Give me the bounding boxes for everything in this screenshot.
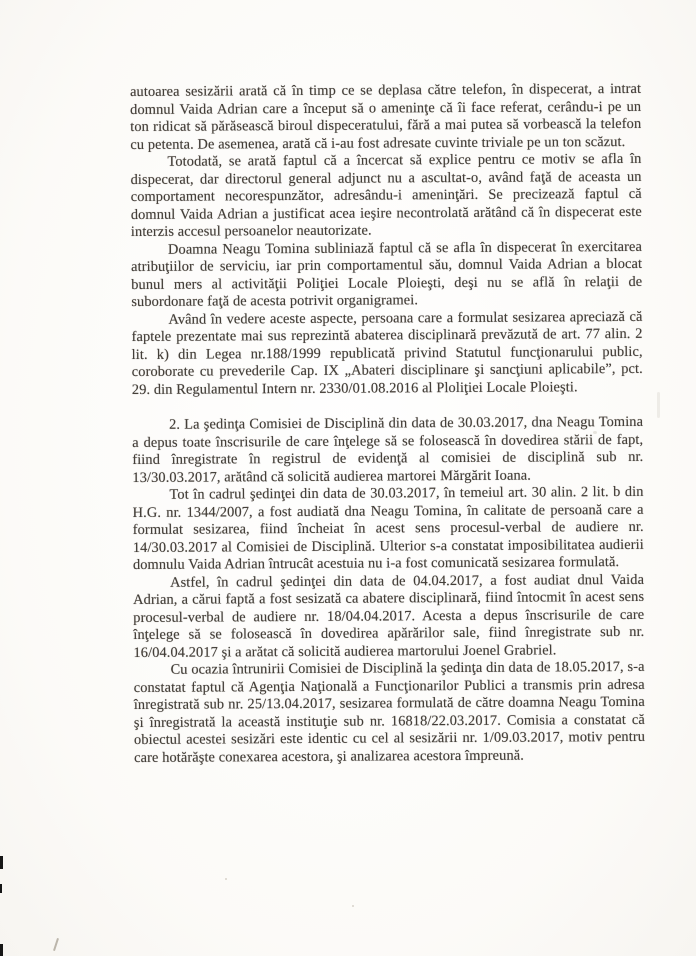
- paragraph-continuation: autoarea sesizării arată că în timp ce se deplasa către telefon, în dispecerat, a intrat domnul Vaida Adrian care a început să o ameninţe că îi face referat, cerându-i pe un ton ridicat să părăsească biroul dispeceratului, fără a mai putea să vorbească la telefon cu petenta. De asemenea, arată că i-au fost adresate cuvinte triviale pe un ton scăzut.: [130, 80, 642, 153]
- scan-scratch-artifact: [53, 938, 59, 951]
- scan-speck-artifact: [352, 905, 354, 907]
- scan-speck-artifact: [593, 431, 597, 434]
- scan-speck-artifact: [657, 392, 660, 418]
- scan-edge-artifact: [0, 884, 2, 893]
- scan-edge-artifact: [0, 856, 3, 869]
- paragraph: Cu ocazia întrunirii Comisiei de Disciplină la şedinţa din data de 18.05.2017, s-a constatat faptul că Agenţia Naţională a Funcţionarilor Publici a transmis prin adresa înregistrată sub nr. 25/13.04.2017, sesizarea formulată de către doamna Neagu Tomina şi înregistrată la această instituţie sub nr. 16818/22.03.2017. Comisia a constatat că obiectul acestei sesizări este identic cu cel al sesizării nr. 1/09.03.2017, motiv pentru care hotărăşte conexarea acestora, şi analizarea acestora împreună.: [133, 658, 646, 766]
- paragraph: Tot în cadrul şedinţei din data de 30.03.2017, în temeiul art. 30 alin. 2 lit. b din H.G. nr. 1344/2007, a fost audiată dna Neagu Tomina, în calitate de persoană care a formulat sesizarea, fiind încheiat în acest sens procesul-verbal de audiere nr. 14/30.03.2017 al Comisiei de Disciplină. Ulterior s-a constatat imposibilitatea audierii domnulu Vaida Adrian întrucât acestuia nu i-a fost comunicată sesizarea formulată.: [132, 483, 644, 573]
- paragraph: Având în vedere aceste aspecte, persoana care a formulat sesizarea apreciază că faptele prezentate mai sus reprezintă abaterea disciplinară prevăzută de art. 77 alin. 2 lit. k) din Legea nr.188/1999 republicată privind Statutul funcţionarului public, coroborate cu prevederile Cap. IX „Abateri disciplinare şi sancţiuni aplicabile”, pct. 29. din Regulamentul Intern nr. 2330/01.08.2016 al Ploliţiei Locale Ploieşti.: [131, 308, 643, 398]
- scan-edge-artifact: [0, 944, 3, 956]
- scan-speck-artifact: [225, 878, 227, 880]
- paragraph: Totodată, se arată faptul că a încercat să explice pentru ce motiv se afla în dispecerat, dar directorul general adjunct nu a ascultat-o, având faţă de aceasta un comportament necorespunzător, adresându-i ameninţări. Se precizează faptul că domnul Vaida Adrian a justificat acea ieşire necontrolată arătând că în dispecerat este interzis accesul persoanelor neautorizate.: [130, 150, 642, 240]
- paragraph: Doamna Neagu Tomina subliniază faptul că se afla în dispecerat în exercitarea atribuţiilor de serviciu, iar prin comportamentul său, domnul Vaida Adrian a blocat bunul mers al activităţii Poliţiei Locale Ploieşti, deşi nu se află în relaţii de subordonare faţă de acesta potrivit organigramei.: [131, 238, 643, 310]
- paragraph: Astfel, în cadrul şedinţei din data de 04.04.2017, a fost audiat dnul Vaida Adrian, a cărui faptă a fost sesizată ca abatere disciplinară, fiind întocmit în acest sens procesul-verbal de audiere nr. 18/04.04.2017. Acesta a depus înscrisurile de care înţelege să se folosească în dovedirea apărărilor sale, fiind înregistrate sub nr. 16/04.04.2017 şi a arătat că solicită audierea martorului Joenel Grabriel.: [133, 571, 645, 661]
- paragraph-section-2: 2. La şedinţa Comisiei de Disciplină din data de 30.03.2017, dna Neagu Tomina a depus toate înscrisurile de care înţelege să se folosească în dovedirea stării de fapt, fiind înregistrate în registrul de evidenţă al comisiei de disciplină sub nr. 13/30.03.2017, arătând că solicită audierea martorei Mărgărit Ioana.: [132, 413, 644, 486]
- document-text-block: [130, 81, 645, 767]
